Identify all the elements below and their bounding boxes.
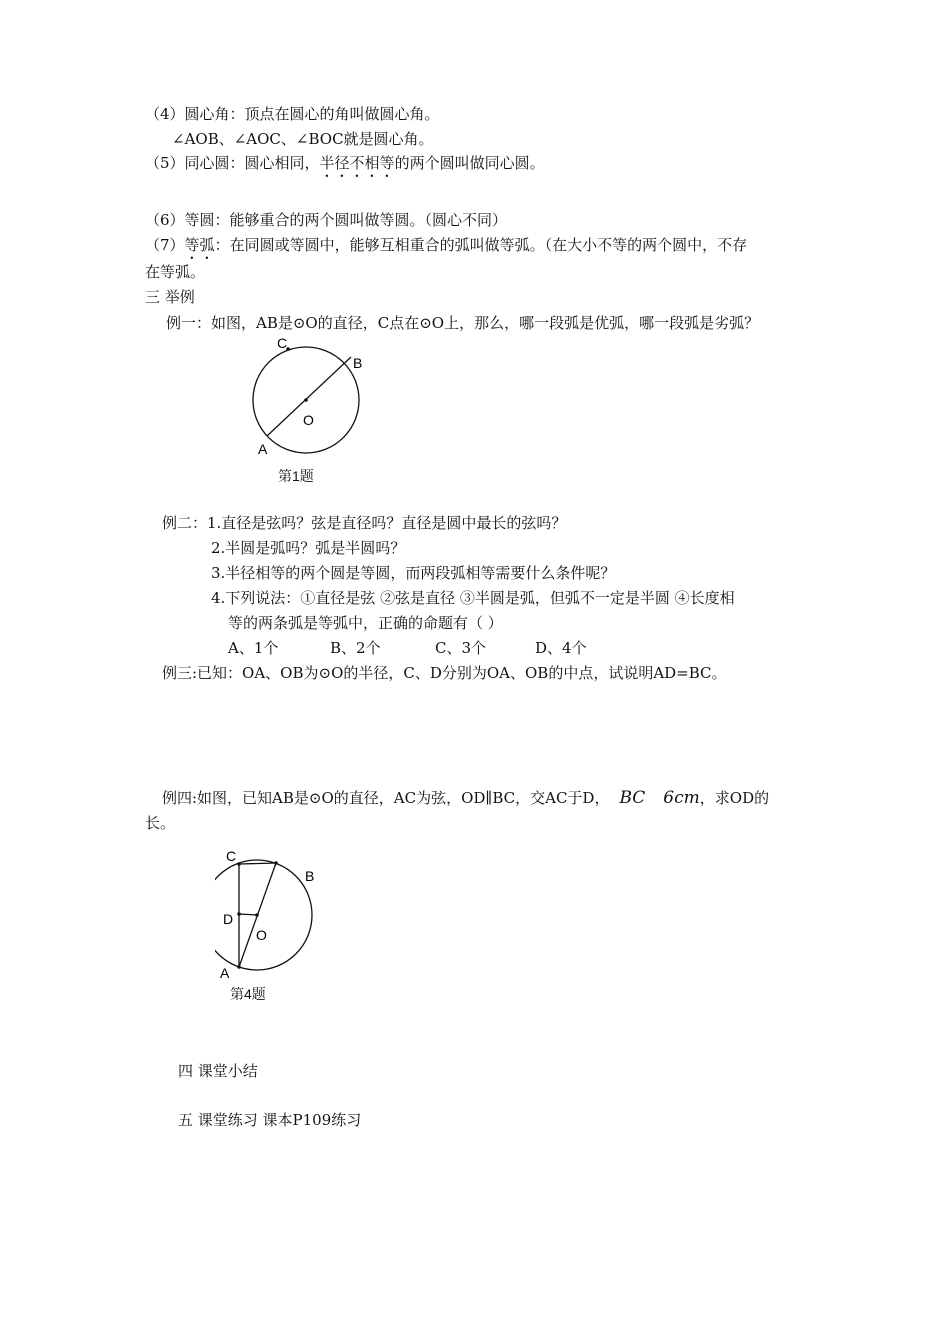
math-6cm: 6cm	[663, 788, 700, 808]
fig4-label-a: A	[220, 965, 230, 981]
item-5-emphasis: 半径不相等	[319, 154, 395, 172]
example-2-q4: 4.下列说法：①直径是弦 ②弦是直径 ③半圆是弧，但弧不一定是半圆 ④长度相	[211, 589, 735, 607]
fig4-chord-bc	[239, 863, 276, 864]
option-c: C、3个	[435, 639, 487, 657]
section-5-heading: 五 课堂练习 课本P109练习	[178, 1111, 362, 1129]
option-b: B、2个	[330, 639, 381, 657]
item-7-pre: （7）	[145, 236, 185, 254]
figure-1-caption: 第1题	[278, 468, 314, 484]
item-7-emphasis: 等弧	[184, 236, 215, 254]
item-5-concentric-circle	[145, 153, 545, 181]
example-4-post: ，求OD的	[699, 789, 770, 807]
section-4-heading: 四 课堂小结	[178, 1062, 258, 1080]
fig1-label-c: C	[277, 335, 288, 351]
item-4-central-angle: （4）圆心角：顶点在圆心的角叫做圆心角。	[145, 105, 440, 123]
item-7-post: ：在同圆或等圆中，能够互相重合的弧叫做等弧。（在大小不等的两个圆中，不存	[214, 236, 748, 254]
figure-4-caption: 第4题	[230, 986, 266, 1002]
figure-4-circle-diagram	[215, 843, 335, 1003]
fig1-label-b: B	[353, 355, 363, 371]
example-4-continuation: 长。	[145, 814, 176, 832]
item-7-equal-arc	[145, 235, 747, 263]
example-1-text: 例一：如图，AB是⊙O的直径，C点在⊙O上，那么，哪一段弧是优弧，哪一段弧是劣弧？	[166, 314, 760, 332]
item-6-equal-circle: （6）等圆：能够重合的两个圆叫做等圆。（圆心不同）	[145, 211, 508, 229]
fig1-center-point	[304, 398, 308, 402]
item-5-post: 的两个圆叫做同心圆。	[394, 154, 545, 172]
math-bc: BC	[619, 788, 646, 808]
fig4-label-d: D	[223, 911, 234, 927]
option-a: A、1个	[228, 639, 279, 657]
section-3-heading: 三 举例	[145, 288, 195, 306]
example-2-q1: 例二：1.直径是弦吗？弦是直径吗？直径是圆中最长的弦吗？	[162, 514, 567, 532]
item-7-continuation: 在等弧。	[145, 263, 206, 281]
fig4-label-b: B	[305, 868, 315, 884]
example-2-q2: 2.半圆是弧吗？弧是半圆吗？	[211, 539, 406, 557]
item-4-example: ∠AOB、∠AOC、∠BOC就是圆心角。	[172, 130, 434, 148]
fig1-label-o: O	[303, 412, 314, 428]
fig4-point-o	[255, 913, 259, 917]
fig4-point-c	[237, 862, 241, 866]
example-4-text	[162, 788, 769, 808]
fig4-segment-od	[239, 914, 257, 915]
example-4-pre: 例四:如图，已知AB是⊙O的直径，AC为弦，OD∥BC，交AC于D，	[162, 789, 610, 807]
fig4-point-d	[237, 912, 241, 916]
item-5-pre: （5）同心圆：圆心相同，	[145, 154, 320, 172]
option-d: D、4个	[535, 639, 587, 657]
example-2-q4-continuation: 等的两条弧是等弧中，正确的命题有（ ）	[228, 614, 503, 632]
fig1-label-a: A	[258, 441, 268, 457]
example-3-text: 例三:已知：OA、OB为⊙O的半径，C、D分别为OA、OB的中点，试说明AD=BC。	[162, 664, 727, 682]
fig4-point-a	[237, 965, 241, 969]
fig4-label-c: C	[226, 848, 237, 864]
fig4-label-o: O	[256, 927, 267, 943]
fig4-point-b	[274, 861, 278, 865]
example-2-q3: 3.半径相等的两个圆是等圆，而两段弧相等需要什么条件呢？	[211, 564, 616, 582]
